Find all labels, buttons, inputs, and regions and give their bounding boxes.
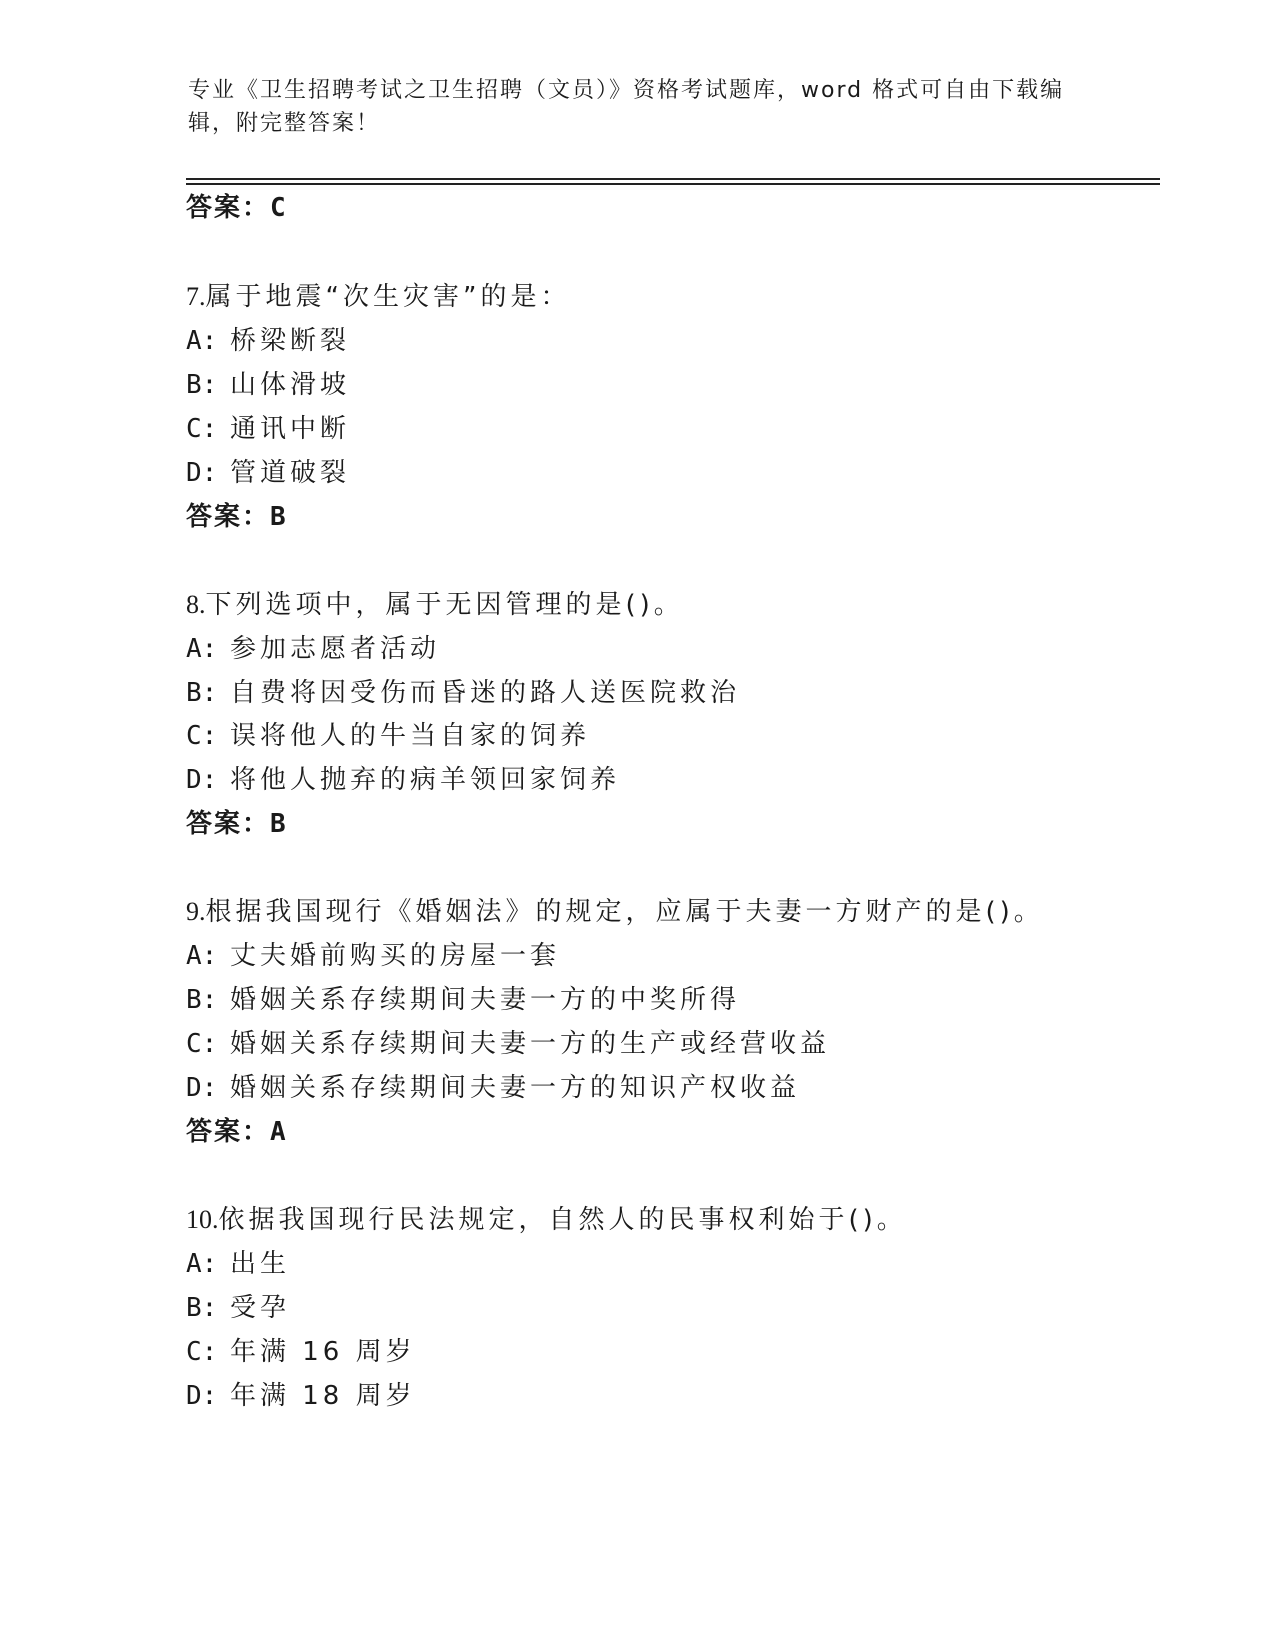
option-letter: C:	[186, 1029, 218, 1059]
question-9-option-b	[186, 985, 740, 1015]
answer-label: 答案：	[186, 502, 271, 532]
option-text: 婚姻关系存续期间夫妻一方的知识产权收益	[230, 1073, 801, 1103]
option-text: 婚姻关系存续期间夫妻一方的中奖所得	[230, 985, 741, 1015]
option-letter: C:	[186, 414, 218, 444]
option-letter: D:	[186, 1073, 218, 1103]
option-letter: B:	[186, 985, 218, 1015]
header-divider-top	[186, 178, 1160, 180]
option-text: 丈夫婚前购买的房屋一套	[230, 941, 561, 971]
option-letter: A:	[186, 1249, 218, 1279]
question-9-option-d	[186, 1073, 800, 1103]
question-10-option-a	[186, 1249, 290, 1279]
option-text: 年满 16 周岁	[230, 1337, 416, 1367]
option-letter: B:	[186, 678, 218, 708]
option-text: 受孕	[230, 1293, 291, 1323]
option-letter: C:	[186, 1337, 218, 1367]
question-text: 依据我国现行民法规定，自然人的民事权利始于()。	[218, 1205, 907, 1235]
option-letter: B:	[186, 370, 218, 400]
question-10-option-d	[186, 1381, 416, 1411]
question-8-option-c	[186, 721, 590, 751]
answer-value: B	[270, 502, 288, 532]
option-text: 自费将因受伤而昏迷的路人送医院救治	[230, 678, 741, 708]
option-text: 误将他人的牛当自家的饲养	[230, 721, 591, 751]
intro-text: 专业《卫生招聘考试之卫生招聘（文员）》资格考试题库，word 格式可自由下载编辑，附完整答案！	[188, 78, 1065, 136]
answer-label: 答案：	[186, 1117, 271, 1147]
option-text: 出生	[230, 1249, 291, 1279]
question-7-stem	[186, 282, 570, 312]
question-text: 属于地震“次生灾害”的是：	[205, 282, 571, 312]
question-number: 9.	[186, 897, 206, 926]
question-text: 根据我国现行《婚姻法》的规定，应属于夫妻一方财产的是()。	[205, 897, 1044, 927]
question-9-answer	[186, 1117, 288, 1147]
answer-label: 答案：	[186, 809, 271, 839]
question-number: 10.	[186, 1205, 219, 1234]
option-text: 山体滑坡	[230, 370, 351, 400]
question-8-option-b	[186, 678, 740, 708]
question-10-option-b	[186, 1293, 290, 1323]
option-letter: B:	[186, 1293, 218, 1323]
question-7-answer	[186, 502, 288, 532]
question-number: 7.	[186, 282, 206, 311]
question-7-option-c	[186, 414, 350, 444]
previous-answer	[186, 193, 288, 223]
question-9-option-c	[186, 1029, 830, 1059]
question-7-option-d	[186, 458, 350, 488]
answer-value: A	[270, 1117, 288, 1147]
header-divider-bottom	[186, 183, 1160, 185]
option-letter: A:	[186, 634, 218, 664]
answer-value: B	[270, 809, 288, 839]
question-10-stem	[186, 1205, 907, 1235]
question-10-option-c	[186, 1337, 416, 1367]
question-7-option-b	[186, 370, 350, 400]
option-text: 年满 18 周岁	[230, 1381, 416, 1411]
option-letter: D:	[186, 458, 218, 488]
question-8-stem	[186, 590, 684, 620]
option-letter: D:	[186, 1381, 218, 1411]
answer-value: C	[270, 193, 288, 223]
answer-label: 答案：	[186, 193, 271, 223]
document-intro	[188, 74, 1088, 140]
option-letter: A:	[186, 326, 218, 356]
option-letter: D:	[186, 765, 218, 795]
question-text: 下列选项中，属于无因管理的是()。	[205, 590, 684, 620]
question-9-stem	[186, 897, 1044, 927]
question-7-option-a	[186, 326, 350, 356]
question-8-option-a	[186, 634, 440, 664]
question-8-answer	[186, 809, 288, 839]
option-letter: A:	[186, 941, 218, 971]
question-8-option-d	[186, 765, 620, 795]
question-9-option-a	[186, 941, 560, 971]
option-letter: C:	[186, 721, 218, 751]
option-text: 管道破裂	[230, 458, 351, 488]
option-text: 桥梁断裂	[230, 326, 351, 356]
option-text: 将他人抛弃的病羊领回家饲养	[230, 765, 621, 795]
question-number: 8.	[186, 590, 206, 619]
option-text: 婚姻关系存续期间夫妻一方的生产或经营收益	[230, 1029, 831, 1059]
option-text: 通讯中断	[230, 414, 351, 444]
option-text: 参加志愿者活动	[230, 634, 441, 664]
